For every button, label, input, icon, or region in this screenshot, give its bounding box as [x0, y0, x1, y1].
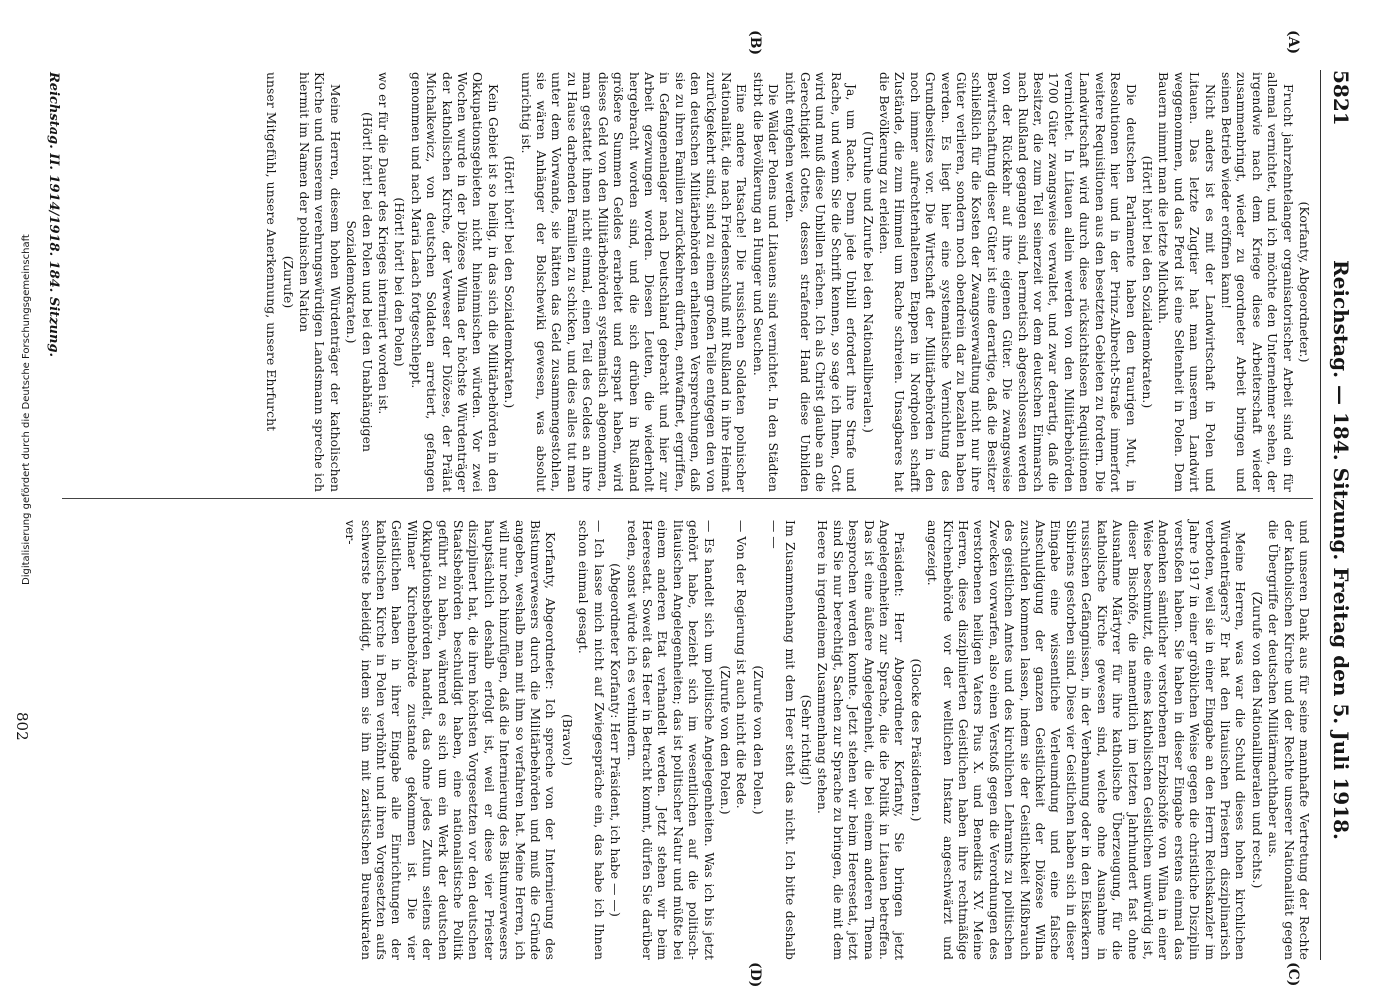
- right-column-paragraph: (Sehr richtig!): [799, 694, 813, 786]
- right-column-paragraph: Meine Herren, was war die Schuld dieses hohen kirchlichen Würdenträgers? Er hat den litauischen Priestern disziplinarisch verboten, weil sie in einer Eingabe an den Herrn Reichskanzler im Jahre 1917 in einer gröblichen Weise gegen die christliche Disziplin verstoßen haben. Sie haben in dieser Eingabe erstens einmal das Andenken sämtlicher verstorbenen Erzbischöfe von Wilna in einer Weise beschmutzt, die eines katholischen Geistlichen unwürdig ist, dieser Bischöfe, die namentlich im letzten Jahrhundert fast ohne Ausnahme Märtyrer für ihre katholische Überzeugung, für die katholische Kirche gewesen sind, welche ohne Ausnahme in russischen Gefängnissen, in der Verbannung oder in den Eiskerkern Sibiriens gestorben sind. Diese vier Geistlichen haben sich in dieser Eingabe eine wissentliche Verleumdung und eine falsche Anschuldigung der ganzen Geistlichkeit der Diözese Wilna zuschulden kommen lassen, indem sie der Geistlichkeit Mißbrauch des geistlichen Amtes und des kirchlichen Lehramts zu politischen Zwecken vorwarfen, also einen Verstoß gegen die Verordnungen des verstorbenen heiligen Vaters Pius X. und Benedikts XV. Meine Herren, diese disziplinierten Geistlichen haben ihre rechtmäßige Kirchenbehörde vor der weltlichen Instanz angeschwärzt und angezeigt.: [925, 520, 1248, 960]
- header-page-number: 5821: [1329, 70, 1353, 126]
- left-column-paragraph: (Hört! hört! bei den Polen): [392, 197, 407, 367]
- right-column-paragraph: und unseren Dank aus für seine mannhafte Vertretung der Rechte der katholischen Kirche und der Rechte unserer Nationalität gegen die Übergriffe der deutschen Militärmachthaber aus.: [1266, 520, 1311, 960]
- left-column-paragraph: (Unruhe und Zurufe bei den Nationalliberalen.): [860, 131, 875, 433]
- right-column-paragraph: (Zurufe von den Polen.): [750, 665, 765, 815]
- footer-citation: Reichstag. II. 1914/1918. 184. Sitzung.: [46, 72, 61, 358]
- marker-d: (D): [747, 962, 763, 988]
- marker-a: (A): [1285, 30, 1301, 55]
- header-title: Reichstag. — 184. Sitzung. Freitag den 5. Juli 1918.: [1329, 260, 1353, 840]
- page-number: 802: [13, 712, 31, 741]
- right-column-paragraph: (Abgeordneter Korfanty: Herr Präsident, ich habe — —): [608, 563, 623, 917]
- right-column-paragraph: (Zurufe von den Nationalliberalen und rechts.): [1249, 591, 1264, 889]
- left-column-paragraph: (Korfanty, Abgeordneter.): [1297, 201, 1311, 363]
- sidebar-text: Digitalisierung gefördert durch die Deutsche Forschungsgemeinschaft: [21, 234, 32, 585]
- right-column: [341, 520, 1311, 960]
- left-column-paragraph: unser Mitgefühl, unsere Anerkennung, unsere Ehrfurcht: [264, 72, 279, 432]
- right-column-paragraph: — Von der Regierung ist auch nicht die Rede.: [734, 520, 749, 809]
- left-column-paragraph: Ja, um Rache. Denn jede Unbill erfordert ihre Strafe und Rache, und wenn Sie die Schrift kennen, so sage ich Ihnen, Gott wird und muß diese Unbillen rächen. Ich als Christ glaube an die Gerechtigkeit Gottes, dessen strafender Hand diese Unbilden nicht entgehen werden.: [782, 72, 859, 492]
- left-column-paragraph: (Hört! hört! bei den Sozialdemokraten.): [502, 155, 517, 409]
- header-rule: [1320, 70, 1321, 960]
- right-column-paragraph: (Zurufe von den Polen.): [717, 665, 732, 815]
- right-column-paragraph: Im Zusammenhang mit dem Heer steht das nicht. Ich bitte deshalb — —: [767, 520, 797, 960]
- marker-c: (C): [1285, 962, 1301, 987]
- left-column-paragraph: (Zurufe): [280, 255, 295, 309]
- left-column-paragraph: Die deutschen Parlamente haben den traurigen Mut, in Resolutionen hier und in der Prinz-Albrecht-Straße immerfort weitere Requisitionen aus den besetzten Gebieten zu fordern. Die Landwirtschaft wird durch diese rücksichtslosen Requisitionen vernichtet. In Litauen allein werden von den Militärbehörden 1700 Güter zwangsweise verwaltet, und zwar derartig, daß die Besitzer, die zum Teil seinerzeit vor dem deutschen Einmarsch nach Rußland gegangen sind, hermetisch abgeschlossen werden von der Rückkehr auf ihre eigenen Güter. Die zwangsweise Bewirtschaftung dieser Güter ist eine derartige, daß die Besitzer schließlich für die Kosten der Zwangsverwaltung nicht nur ihre Güter verlieren, sondern noch obendrein dar zu bezahlen haben werden. Es liegt hier eine systematische Vernichtung des Grundbesitzes vor. Die Wirtschaft der Militärbehörden in den noch immer aufrechterhaltenen Etappen in Nordpolen schafft Zustände, die zum Himmel um Rache schreien. Unsagbares hat die Bevölkerung zu erleiden.: [877, 72, 1138, 492]
- left-column-paragraph: Kein Gebiet ist so heilig, in das sich die Militärbehörden in den Okkupationsgebieten nicht hineinmischen würden. Vor zwei Wochen wurde in der Diözese Wilna der höchste Würdenträger der katholischen Kirche, der Verweser der Diözese, der Prälat Michalkewicz, von deutschen Soldaten arretiert, gefangen genommen und nach Maria Laach fortgeschleppt.: [408, 72, 500, 492]
- right-column-paragraph: (Glocke des Präsidenten.): [908, 658, 923, 822]
- left-column-paragraph: Die Wälder Polens und Litauens sind vernichtet. In den Städten stirbt die Bevölkerung an Hunger und Seuchen.: [750, 72, 781, 492]
- page-header: [1321, 70, 1353, 970]
- left-column-paragraph: (Hört! hört! bei den Polen und bei den Unabhängigen Sozialdemokraten.): [344, 112, 374, 452]
- dfg-sidebar: [14, 234, 33, 585]
- left-column: [262, 72, 1311, 492]
- left-column-paragraph: wo er für die Dauer des Krieges interniert worden ist.: [376, 72, 391, 415]
- column-divider: [62, 498, 1313, 499]
- left-column-paragraph: Eine andere Tatsache! Die russischen Soldaten polnischer Nationalität, die nach Friedensschluß mit Rußland in ihre Heimat zurückgekehrt sind, sind zu einem großen Teile entgegen den von den deutschen Militärbehörden erhaltenen Versprechungen, daß sie zu ihren Familien zurückkehren dürften, entwaffnet, ergriffen, in Gefangenenlager nach Deutschland gebracht und hier zur Arbeit gezwungen worden. Diesen Leuten, die wiederholt hergebracht worden sind, und die sich drüben in Rußland größere Summen Geldes erarbeitet und erspart haben, wird dieses Geld von den Militärbehörden systematisch abgenommen, man gestattet ihnen nicht einmal, einen Teil des Geldes an ihre zu Hause darbenden Familien zu schicken, und dies alles tut man unter dem Vorwande, sie hätten das Geld zusammengestohlen, sie wären Anhänger der Bolschewiki gewesen, was absolut unrichtig ist.: [518, 72, 749, 492]
- left-column-paragraph: Meine Herren, diesem hohen Würdenträger der katholischen Kirche und unserem verehrungswürdigen Landsmann spreche ich hiermit im Namen der polnischen Nation: [297, 72, 342, 492]
- marker-b: (B): [747, 30, 763, 56]
- right-column-paragraph: — Ich lasse mich nicht auf Zwiegespräche ein, das habe ich Ihnen schon einmal gesagt.: [576, 520, 606, 960]
- right-column-paragraph: Korfanty, Abgeordneter: Ich spreche von der Internierung des Bistumverwesers durch die Militärbehörden und muß die Gründe angeben, weshalb man mit ihm so verfahren hat. Meine Herren, ich will nur noch hinzufügen, daß die Internierung des Bistumverwesers hauptsächlich deshalb erfolgt ist, weil er diese vier Priester disziplinert hat, die ihren höchsten Vorgesetzten vor den deutschen Staatsbehörden beschuldigt haben, eine nationalistische Politik geführt zu haben, während es sich um ein Werk der deutschen Okkupationsbehörden handelt, das ohne jedes Zutun seitens der Wilnaer Kirchenbehörde zustande gekommen ist. Die vier Geistlichen haben in ihrer Eingabe alle Einrichtungen der katholischen Kirche in Polen verhöhnt und ihren Vorgesetzten aufs schwerste beleidigt, indem sie ihn mit zaristischen Bureaukraten ver-: [343, 520, 558, 960]
- right-column-paragraph: Präsident: Herr Abgeordneter Korfanty, Sie bringen jetzt Angelegenheiten zur Sprache, die die Politik in Litauen betreffen. Das ist eine äußere Angelegenheit, die bei einem anderen Thema besprochen werden konnte. Jetzt stehen wir beim Heeresetat, jetzt sind Sie nur berechtigt, Sachen zur Sprache zu bringen, die mit dem Heere in irgendeinem Zusammenhang stehen.: [815, 520, 907, 960]
- left-column-paragraph: (Hört! hört! bei den Sozialdemokraten.): [1139, 155, 1154, 409]
- right-column-paragraph: (Bravo!): [559, 714, 574, 766]
- right-column-paragraph: — Es handelt sich um politische Angelegenheiten. Was ich bis jetzt gehört habe, bezieht sich im wesentlichen auf die politisch-litauischen Angelegenheiten; das ist politischer Natur und müßte bei einem anderen Etat verhandelt werden. Jetzt stehen wir beim Heeresetat. Soweit das Heer in Betracht kommt, dürfen Sie darüber reden, sonst würde ich es verhindern.: [624, 520, 716, 960]
- left-column-paragraph: Nicht anders ist es mit der Landwirtschaft in Polen und Litauen. Das letzte Zugtier hat man unserem Landwirt weggenommen, und das Pferd ist eine Seltenheit in Polen. Dem Bauern nimmt man die letzte Milchkuh.: [1156, 72, 1217, 492]
- left-column-paragraph: Frucht jahrzehntelanger organisatorischer Arbeit sind ein für allemal vernichtet, und ich möchte den Unternehmer sehen, der irgendwie nach dem Kriege diese Arbeiterschaft wieder zusammenbringt, wieder zu geordneter Arbeit bringen und seinen Betrieb wieder eröffnen kann!: [1218, 72, 1295, 492]
